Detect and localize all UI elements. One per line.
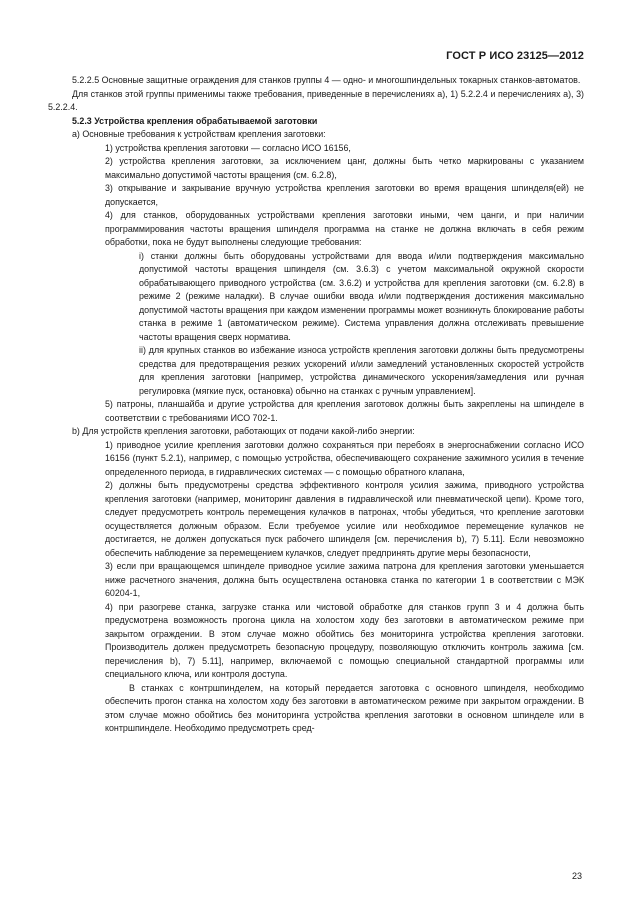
list-b-item-2: 2) должны быть предусмотрены средства эффективного контроля усилия зажима, приводного устройства крепления заготовки (например, мониторинг давления в гидравлической или пневматической цепи). Кроме того, следует предусмотреть контроль перемещения кулачков в патронах, чтобы убедиться, что крепление заготовки осуществляется должным образом. Если требуемое усилие или необходимое перемещение кулачков не достигается, не должен допускаться пуск рабочего шпинделя [см. перечисления b), 7) 5.11]. Если невозможно обеспечить наблюдение за перемещением кулачков, следует предпринять другие меры безопасности, <box>105 480 584 558</box>
list-a-item-5: 5) патроны, планшайба и другие устройства для крепления заготовок должны быть закреплены на шпинделе в соответствии с требованиями ИСО 702-1. <box>105 399 584 423</box>
list-a-item-3: 3) открывание и закрывание вручную устройства крепления заготовки во время вращения шпинделя(ей) не допускается, <box>105 183 584 207</box>
paragraph-group-note: Для станков этой группы применимы также требования, приведенные в перечислениях а), 1) 5.2.2.4 и перечислениях а), 3) 5.2.2.4. <box>48 88 584 112</box>
list-b-item-1: 1) приводное усилие крепления заготовки должно сохраняться при перебоях в энергоснабжении согласно ИСО 16156 (пункт 5.2.1), например, с помощью устройства, обеспечивающего сохранение зажимного усилия в течение определенного периода, в гидравлических системах — с помощью обратного клапана, <box>105 439 584 477</box>
list-a-item-4-i: i) станки должны быть оборудованы устройствами для ввода и/или подтверждения максимально допустимой частоты вращения шпинделя (см. 3.6.3) с учетом максимальной окружной скорости обрабатывающего приводного устройства (см. 3.6.2) и устройства для крепления заготовки (см. 6.2.8) в режиме 2 (режиме наладки). В случае ошибки ввода и/или подтверждения достижения максимально допустимой частоты вращения при каждом изменении программы может возникнуть блокирование работы станка в режиме 1 (автоматическом режиме). Система управления должна отслеживать превышение частоты вращения сверх норматива. <box>139 250 584 342</box>
list-a-item-1: 1) устройства крепления заготовки — согласно ИСО 16156, <box>105 142 351 153</box>
list-a-item-4: 4) для станков, оборудованных устройствами крепления заготовки иными, чем цанги, и при наличии программирования частоты вращения шпинделя программа на станке не должна включать в себя режим обработки, пока не будут выполнены следующие требования: <box>105 210 584 247</box>
list-a-item-4-ii: ii) для крупных станков во избежание износа устройств крепления заготовки должны быть предусмотрены средства для предотвращения резких ускорений и/или замедлений установленных скоростей устройств для крепления заготовки [например, устройства динамического ускорения/замедления или ручная регулировка (мягкие пуск, остановка) обычно на станках с ручным управлением]. <box>139 345 584 396</box>
paragraph-5-2-2-5: 5.2.2.5 Основные защитные ограждения для станков группы 4 — одно- и многошпиндельных токарных станков-автоматов. <box>72 75 581 85</box>
list-a-intro: а) Основные требования к устройствам крепления заготовки: <box>72 129 326 139</box>
list-b-item-4: 4) при разогреве станка, загрузке станка или чистовой обработке для станков групп 3 и 4 должна быть предусмотрена возможность прогона цикла на холостом ходу без заготовки в автоматическом режиме при закрытом ограждении. В этом случае можно обойтись без мониторинга устройства крепления заготовки. Производитель должен предусмотреть безопасную процедуру, позволяющую отключить контроль зажима [см. перечисления b), 7) 5.11], например, включаемой с помощью специальной стандартной программы или специального ключа, или контроля доступа. <box>105 601 584 679</box>
document-body <box>48 74 584 736</box>
list-b-item-3: 3) если при вращающемся шпинделе приводное усилие зажима патрона для крепления заготовки уменьшается ниже расчетного значения, должна быть осуществлена остановка станка по категории 1 в соответствии с МЭК 60204-1, <box>105 561 584 598</box>
page-number: 23 <box>571 871 582 881</box>
section-heading: 5.2.3 Устройства крепления обрабатываемой заготовки <box>72 115 318 126</box>
list-b-item-4-continued: В станках с контршпинделем, на который передается заготовка с основного шпинделя, необходимо обеспечить прогон станка на холостом ходу без заготовки в автоматическом режиме при закрытом ограждении. В этом случае можно обойтись без мониторинга устройства крепления заготовки в основном шпинделе или в контршпинделе. Необходимо предусмотреть сред- <box>105 682 584 733</box>
page-header: ГОСТ Р ИСО 23125—2012 <box>446 50 584 62</box>
list-a-item-2: 2) устройства крепления заготовки, за исключением цанг, должны быть четко маркированы с указанием максимально допустимой частоты вращения (см. 6.2.8), <box>105 156 584 180</box>
list-b-intro: b) Для устройств крепления заготовки, работающих от подачи какой-либо энергии: <box>72 426 415 436</box>
